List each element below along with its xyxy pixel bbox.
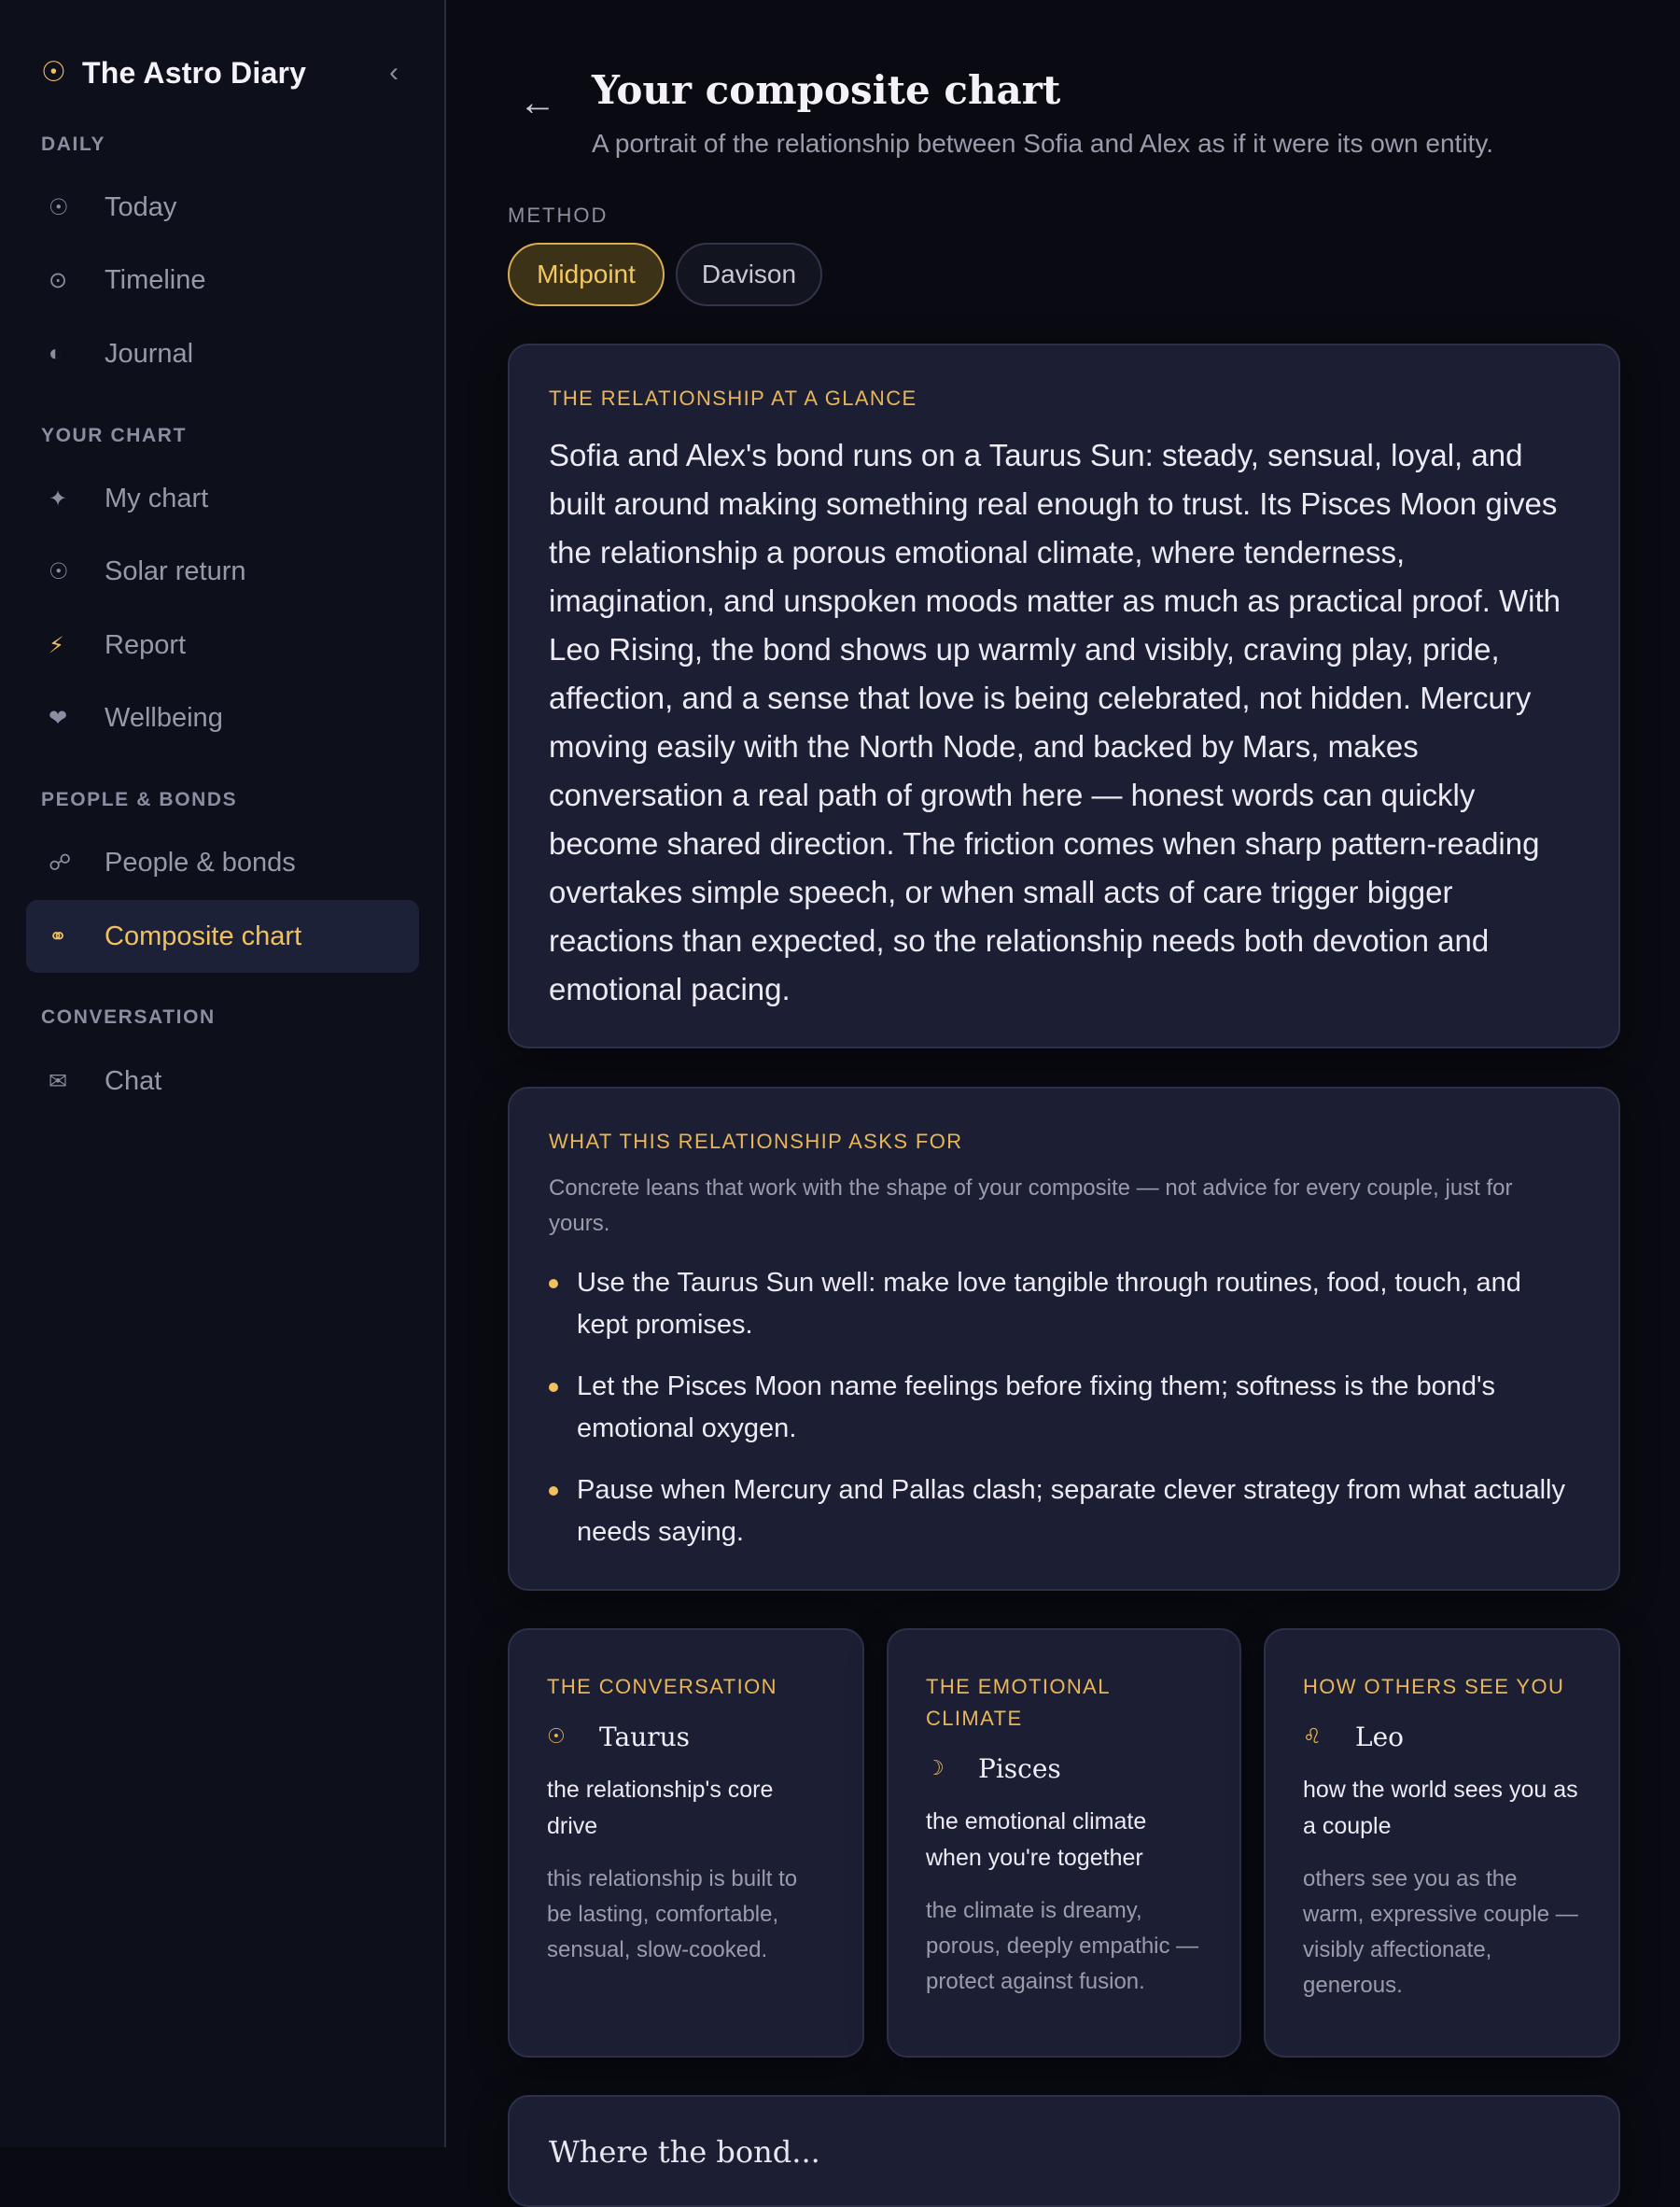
next-card (508, 2095, 1620, 2207)
sidebar-item-journal[interactable] (26, 317, 419, 390)
lightning-icon: ⚡ (49, 632, 64, 658)
placement-note: the climate is dreamy, porous, deeply empathic — protect against fusion. (926, 1898, 1199, 1994)
next-card-heading: Where the bond... (549, 2134, 820, 2170)
moon-icon: ☽ (926, 1756, 945, 1779)
list-item: Let the Pisces Moon name feelings before fixing them; softness is the bond's emotional oxygen. (549, 1366, 1579, 1450)
sparkle-icon: ✦ (49, 485, 68, 512)
list-item: Pause when Mercury and Pallas clash; separate clever strategy from what actually needs saying. (549, 1469, 1579, 1553)
placement-sign (547, 1716, 825, 1757)
glance-kicker: THE RELATIONSHIP AT A GLANCE (549, 387, 917, 410)
brand (41, 52, 414, 93)
sign-name: Taurus (599, 1721, 691, 1752)
method-label: METHOD (508, 204, 609, 227)
heart-icon: ❤ (49, 705, 68, 731)
sidebar-item-wellbeing[interactable] (26, 682, 419, 754)
moon-half-icon: ◐ (49, 341, 63, 366)
placement-kicker: THE EMOTIONAL CLIMATE (926, 1675, 1111, 1730)
placement-card-rising (1264, 1628, 1620, 2058)
sidebar-item-label: People & bonds (105, 847, 296, 878)
sidebar-item-solar-return[interactable] (26, 535, 419, 608)
link-icon: ☍ (49, 850, 72, 876)
sun-icon: ☉ (547, 1724, 566, 1748)
asks-list (549, 1262, 1579, 1553)
sidebar-item-people-bonds[interactable] (26, 826, 419, 899)
sidebar (0, 0, 446, 2147)
sign-name: Pisces (978, 1752, 1061, 1784)
placement-note: this relationship is built to be lasting, comfortable, sensual, slow-cooked. (547, 1866, 798, 1962)
sign-name: Leo (1355, 1721, 1405, 1752)
chevron-left-icon[interactable]: ‹ (389, 57, 399, 88)
sidebar-item-label: My chart (105, 483, 209, 513)
sidebar-item-chat[interactable] (26, 1045, 419, 1118)
glance-body: Sofia and Alex's bond runs on a Taurus Sun: steady, sensual, loyal, and built around making something real enough to trust. Its Pisces Moon gives the relationship a porous emotional climate, where tenderness, imagination, and unspoken moods matter as much as practical proof. With Leo Rising, the bond shows up warmly and visibly, craving play, pride, affection, and a sense that love is being celebrated, not hidden. Mercury moving easily with the North Node, and backed by Mars, makes conversation a real path of growth here — honest words can quickly become shared direction. The friction comes when sharp pattern-reading overtakes simple speech, or when small acts of care trigger bigger reactions than expected, so the relationship needs both devotion and emotional pacing. (549, 438, 1561, 1006)
method-midpoint-button[interactable]: Midpoint (508, 243, 665, 306)
sidebar-item-today[interactable] (26, 171, 419, 244)
glance-card (508, 344, 1620, 1048)
sun-icon: ☉ (49, 194, 69, 220)
placement-card-sun (508, 1628, 864, 2058)
sun-logo-icon: ☉ (41, 57, 66, 88)
section-label-conversation: CONVERSATION (41, 1006, 216, 1028)
section-label-people-bonds: PEOPLE & BONDS (41, 789, 238, 810)
timeline-icon: ⊙ (49, 267, 68, 293)
app-title: The Astro Diary (82, 55, 307, 90)
placement-kicker: THE CONVERSATION (547, 1675, 777, 1698)
back-arrow-icon[interactable]: ← (519, 82, 556, 123)
sidebar-item-report[interactable] (26, 609, 419, 682)
sidebar-item-label: Report (105, 629, 187, 660)
page-subtitle: A portrait of the relationship between Sofia and Alex as if it were its own entity. (592, 129, 1494, 158)
section-label-your-chart: YOUR CHART (41, 425, 187, 446)
asks-intro: Concrete leans that work with the shape of your composite — not advice for every couple, just for yours. (549, 1175, 1513, 1236)
sidebar-item-label: Chat (105, 1065, 162, 1096)
sidebar-item-label: Timeline (105, 264, 206, 295)
sidebar-item-label: Journal (105, 338, 194, 369)
placement-sign (1303, 1716, 1581, 1757)
method-davison-button[interactable]: Davison (676, 243, 822, 306)
rings-icon: ⚭ (49, 923, 68, 949)
placement-kicker: HOW OTHERS SEE YOU (1303, 1675, 1565, 1698)
section-label-daily: DAILY (41, 134, 106, 155)
sidebar-item-label: Today (105, 191, 177, 222)
asks-card (508, 1087, 1620, 1591)
leo-icon: ♌ (1303, 1724, 1322, 1748)
sun-icon: ☉ (49, 558, 69, 584)
mail-icon: ✉ (49, 1068, 68, 1094)
sidebar-item-label: Wellbeing (105, 702, 223, 733)
page-title: Your composite chart (592, 67, 1061, 113)
placement-desc: the emotional climate when you're together (926, 1808, 1147, 1871)
placement-sign (926, 1748, 1202, 1789)
asks-kicker: WHAT THIS RELATIONSHIP ASKS FOR (549, 1130, 963, 1153)
placement-card-moon (887, 1628, 1241, 2058)
list-item: Use the Taurus Sun well: make love tangible through routines, food, touch, and kept promises. (549, 1262, 1579, 1346)
sidebar-item-composite-chart[interactable] (26, 900, 419, 973)
placement-note: others see you as the warm, expressive couple — visibly affectionate, generous. (1303, 1866, 1578, 1998)
placement-desc: how the world sees you as a couple (1303, 1777, 1578, 1839)
sidebar-item-my-chart[interactable] (26, 462, 419, 535)
sidebar-item-timeline[interactable] (26, 244, 419, 316)
sidebar-item-label: Composite chart (105, 921, 302, 951)
placement-desc: the relationship's core drive (547, 1777, 774, 1839)
sidebar-item-label: Solar return (105, 555, 246, 586)
